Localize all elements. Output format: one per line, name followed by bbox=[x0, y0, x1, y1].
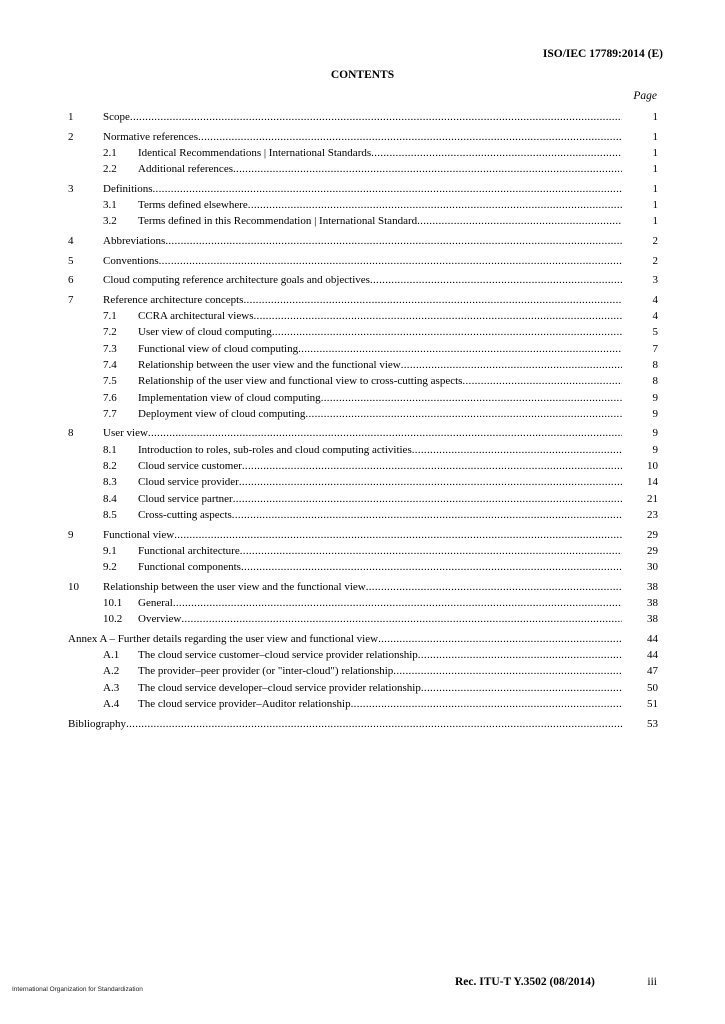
dot-leader bbox=[305, 407, 622, 422]
toc-entry-title[interactable]: Normative references bbox=[103, 130, 198, 143]
toc-entry-page: 29 bbox=[647, 544, 658, 557]
toc-entry-title[interactable]: Relationship between the user view and the functional view bbox=[103, 580, 366, 593]
toc-entry-title[interactable]: Identical Recommendations | International Standards bbox=[138, 146, 372, 159]
toc-entry[interactable] bbox=[68, 182, 658, 198]
toc-entry-page: 53 bbox=[647, 717, 658, 730]
toc-entry-title[interactable]: Definitions bbox=[103, 182, 153, 195]
toc-entry[interactable] bbox=[68, 374, 658, 390]
toc-entry-number: 3.1 bbox=[103, 199, 117, 212]
dot-leader bbox=[232, 508, 622, 523]
toc-entry-number: 7.7 bbox=[103, 407, 117, 420]
toc-entry-page: 1 bbox=[652, 146, 658, 159]
toc-entry[interactable] bbox=[68, 198, 658, 214]
toc-entry-title[interactable]: Functional view bbox=[103, 528, 175, 541]
dot-leader bbox=[153, 182, 623, 197]
toc-entry-title[interactable]: Scope bbox=[103, 111, 130, 123]
toc-entry-number: 8.3 bbox=[103, 476, 117, 489]
toc-entry-number: 4 bbox=[68, 234, 74, 247]
dot-leader bbox=[298, 342, 622, 357]
toc-entry-number: 7.2 bbox=[103, 326, 117, 339]
toc-entry-title[interactable]: Conventions bbox=[103, 254, 159, 267]
toc-entry[interactable] bbox=[68, 146, 658, 162]
footer-page-number: iii bbox=[647, 976, 657, 988]
document-id: ISO/IEC 17789:2014 (E) bbox=[542, 48, 663, 60]
dot-leader bbox=[243, 293, 622, 308]
toc-entry-number: 10.1 bbox=[103, 596, 123, 609]
toc-entry[interactable] bbox=[68, 697, 658, 713]
toc-entry-page: 23 bbox=[647, 508, 658, 521]
toc-entry-title[interactable]: Cloud service customer bbox=[138, 460, 242, 473]
toc-entry-number: 6 bbox=[68, 274, 74, 287]
toc-entry-title[interactable]: Bibliography bbox=[68, 717, 127, 730]
dot-leader bbox=[417, 214, 622, 229]
toc-entry[interactable] bbox=[68, 459, 658, 475]
toc-entry-page: 4 bbox=[652, 310, 658, 323]
footer-recommendation: Rec. ITU-T Y.3502 (08/2014) bbox=[455, 976, 595, 988]
dot-leader bbox=[130, 110, 622, 125]
toc-entry-title[interactable]: CCRA architectural views bbox=[138, 310, 254, 323]
dot-leader bbox=[233, 492, 622, 507]
dot-leader bbox=[126, 717, 622, 732]
dot-leader bbox=[239, 475, 622, 490]
toc-entry-number: 7 bbox=[68, 293, 74, 306]
dot-leader bbox=[159, 254, 622, 269]
toc-entry-title[interactable]: Cloud service partner bbox=[138, 492, 233, 505]
toc-entry-number: 8 bbox=[68, 427, 74, 440]
toc-entry[interactable] bbox=[68, 717, 658, 733]
toc-entry-page: 30 bbox=[647, 561, 658, 574]
toc-entry-number: 7.5 bbox=[103, 375, 117, 388]
toc-entry[interactable] bbox=[68, 612, 658, 628]
toc-entry-number: 7.6 bbox=[103, 391, 117, 404]
toc-entry[interactable] bbox=[68, 596, 658, 612]
toc-entry-page: 9 bbox=[652, 427, 658, 440]
toc-entry-title[interactable]: General bbox=[138, 596, 173, 609]
toc-entry-page: 9 bbox=[652, 443, 658, 456]
toc-entry[interactable] bbox=[68, 309, 658, 325]
toc-entry[interactable] bbox=[68, 475, 658, 491]
toc-entry-page: 9 bbox=[652, 391, 658, 404]
toc-entry-page: 1 bbox=[652, 215, 658, 228]
toc-entry-number: 7.4 bbox=[103, 358, 117, 371]
toc-entry[interactable] bbox=[68, 648, 658, 664]
toc-entry-number: 8.2 bbox=[103, 460, 117, 473]
toc-entry-title[interactable]: Relationship of the user view and functional view to cross-cutting aspects bbox=[138, 375, 463, 388]
toc-entry-page: 2 bbox=[652, 254, 658, 267]
toc-entry-title[interactable]: Functional architecture bbox=[138, 544, 240, 557]
dot-leader bbox=[165, 234, 622, 249]
toc-entry[interactable] bbox=[68, 664, 658, 680]
toc-entry-title[interactable]: The provider–peer provider (or "inter-cloud") relationship bbox=[138, 665, 394, 678]
dot-leader bbox=[174, 528, 622, 543]
toc-entry[interactable] bbox=[68, 358, 658, 374]
toc-entry-page: 3 bbox=[652, 274, 658, 287]
toc-entry[interactable] bbox=[68, 254, 658, 270]
toc-entry-number: A.2 bbox=[103, 665, 120, 678]
dot-leader bbox=[366, 580, 622, 595]
toc-entry-title[interactable]: Cloud service provider bbox=[138, 476, 239, 489]
toc-entry-page: 7 bbox=[652, 342, 658, 355]
toc-entry[interactable] bbox=[68, 162, 658, 178]
toc-entry-number: 7.3 bbox=[103, 342, 117, 355]
toc-entry-page: 2 bbox=[652, 234, 658, 247]
dot-leader bbox=[242, 459, 622, 474]
toc-entry[interactable] bbox=[68, 580, 658, 596]
dot-leader bbox=[412, 443, 622, 458]
dot-leader bbox=[321, 391, 622, 406]
dot-leader bbox=[462, 374, 622, 389]
dot-leader bbox=[378, 632, 622, 647]
toc-entry-title[interactable]: Deployment view of cloud computing bbox=[138, 407, 306, 420]
toc-entry-page: 38 bbox=[647, 580, 658, 593]
toc-entry-page: 1 bbox=[652, 130, 658, 143]
toc-entry-number: 8.5 bbox=[103, 508, 117, 521]
toc-entry-title[interactable]: Abbreviations bbox=[103, 234, 166, 247]
dot-leader bbox=[418, 648, 622, 663]
toc-entry-page: 9 bbox=[652, 407, 658, 420]
dot-leader bbox=[241, 560, 622, 575]
toc-entry[interactable] bbox=[68, 407, 658, 423]
toc-entry-number: 9.1 bbox=[103, 544, 117, 557]
toc-entry-number: 8.4 bbox=[103, 492, 117, 505]
toc-entry[interactable] bbox=[68, 293, 658, 309]
toc-entry-title[interactable]: User view of cloud computing bbox=[138, 326, 272, 339]
toc-entry-page: 4 bbox=[652, 293, 658, 306]
toc-entry[interactable] bbox=[68, 632, 658, 648]
dot-leader bbox=[401, 358, 622, 373]
toc-entry[interactable] bbox=[68, 342, 658, 358]
toc-entry-page: 8 bbox=[652, 375, 658, 388]
dot-leader bbox=[253, 309, 622, 324]
toc-entry-page: 38 bbox=[647, 596, 658, 609]
dot-leader bbox=[351, 697, 622, 712]
toc-entry-title[interactable]: The cloud service developer–cloud service provider relationship bbox=[138, 681, 421, 694]
table-of-contents bbox=[68, 110, 658, 733]
dot-leader bbox=[240, 544, 622, 559]
toc-entry-title[interactable]: Overview bbox=[138, 613, 182, 626]
toc-entry-number: 8.1 bbox=[103, 443, 117, 456]
toc-entry[interactable] bbox=[68, 273, 658, 289]
toc-entry-number: 7.1 bbox=[103, 310, 117, 323]
toc-entry-number: A.4 bbox=[103, 698, 120, 711]
toc-entry-page: 44 bbox=[647, 632, 658, 645]
toc-entry-title[interactable]: Introduction to roles, sub-roles and cloud computing activities bbox=[138, 443, 412, 456]
toc-entry[interactable] bbox=[68, 492, 658, 508]
toc-entry[interactable] bbox=[68, 544, 658, 560]
toc-entry-number: 10.2 bbox=[103, 613, 123, 626]
toc-entry-title[interactable]: Functional view of cloud computing bbox=[138, 342, 299, 355]
toc-entry-number: 1 bbox=[68, 111, 74, 123]
toc-entry-number: 2.2 bbox=[103, 163, 117, 176]
toc-entry-title[interactable]: Additional references bbox=[138, 163, 233, 176]
dot-leader bbox=[272, 325, 622, 340]
toc-entry-title[interactable]: Terms defined elsewhere bbox=[138, 199, 248, 212]
toc-entry-number: 2.1 bbox=[103, 146, 117, 159]
dot-leader bbox=[248, 198, 622, 213]
toc-entry-page: 44 bbox=[647, 649, 658, 662]
toc-entry-number: A.1 bbox=[103, 649, 120, 662]
toc-entry-title[interactable]: The cloud service provider–Auditor relationship bbox=[138, 698, 351, 711]
toc-entry-title[interactable]: Cloud computing reference architecture goals and objectives bbox=[103, 274, 370, 287]
toc-entry-page: 1 bbox=[652, 163, 658, 176]
toc-entry[interactable] bbox=[68, 391, 658, 407]
toc-entry-number: 9 bbox=[68, 528, 74, 541]
toc-entry-title[interactable]: User view bbox=[103, 427, 148, 440]
toc-entry-page: 1 bbox=[652, 199, 658, 212]
toc-entry[interactable] bbox=[68, 426, 658, 442]
toc-entry-title[interactable]: Implementation view of cloud computing bbox=[138, 391, 321, 404]
toc-entry-title[interactable]: Functional components bbox=[138, 561, 241, 574]
toc-entry-title[interactable]: Relationship between the user view and the functional view bbox=[138, 358, 401, 371]
toc-entry[interactable] bbox=[68, 110, 658, 126]
toc-entry[interactable] bbox=[68, 443, 658, 459]
page-column-label: Page bbox=[633, 90, 657, 102]
footer-organization: International Organization for Standardization bbox=[12, 986, 143, 993]
dot-leader bbox=[181, 612, 622, 627]
toc-entry[interactable] bbox=[68, 681, 658, 697]
toc-entry-page: 1 bbox=[652, 111, 658, 123]
toc-entry-number: 10 bbox=[68, 580, 79, 593]
toc-entry-page: 10 bbox=[647, 460, 658, 473]
toc-entry-number: 5 bbox=[68, 254, 74, 267]
toc-entry-title[interactable]: The cloud service customer–cloud service provider relationship bbox=[138, 649, 418, 662]
toc-entry-page: 29 bbox=[647, 528, 658, 541]
dot-leader bbox=[148, 426, 622, 441]
dot-leader bbox=[371, 146, 622, 161]
toc-entry[interactable] bbox=[68, 130, 658, 146]
toc-entry[interactable] bbox=[68, 214, 658, 230]
toc-entry-page: 1 bbox=[652, 182, 658, 195]
toc-entry[interactable] bbox=[68, 325, 658, 341]
toc-entry-number: 2 bbox=[68, 130, 74, 143]
toc-entry-number: A.3 bbox=[103, 681, 120, 694]
toc-entry-page: 47 bbox=[647, 665, 658, 678]
toc-entry[interactable] bbox=[68, 234, 658, 250]
dot-leader bbox=[173, 596, 622, 611]
toc-entry-page: 50 bbox=[647, 681, 658, 694]
toc-entry[interactable] bbox=[68, 508, 658, 524]
toc-entry-title[interactable]: Annex A – Further details regarding the user view and functional view bbox=[68, 632, 379, 645]
toc-entry-page: 38 bbox=[647, 613, 658, 626]
toc-entry-page: 8 bbox=[652, 358, 658, 371]
dot-leader bbox=[393, 664, 622, 679]
toc-entry-number: 3.2 bbox=[103, 215, 117, 228]
toc-entry-page: 14 bbox=[647, 476, 658, 489]
dot-leader bbox=[421, 681, 622, 696]
dot-leader bbox=[370, 273, 622, 288]
toc-entry-number: 3 bbox=[68, 182, 74, 195]
toc-entry[interactable] bbox=[68, 560, 658, 576]
toc-entry-title[interactable]: Cross-cutting aspects bbox=[138, 508, 232, 521]
toc-entry-page: 5 bbox=[652, 326, 658, 339]
toc-entry[interactable] bbox=[68, 528, 658, 544]
toc-entry-title[interactable]: Reference architecture concepts bbox=[103, 293, 244, 306]
dot-leader bbox=[198, 130, 622, 145]
page-title: CONTENTS bbox=[330, 69, 395, 81]
toc-entry-page: 51 bbox=[647, 698, 658, 711]
toc-entry-title[interactable]: Terms defined in this Recommendation | International Standard bbox=[138, 215, 418, 228]
toc-entry-page: 21 bbox=[647, 492, 658, 505]
dot-leader bbox=[233, 162, 622, 177]
toc-entry-number: 9.2 bbox=[103, 561, 117, 574]
